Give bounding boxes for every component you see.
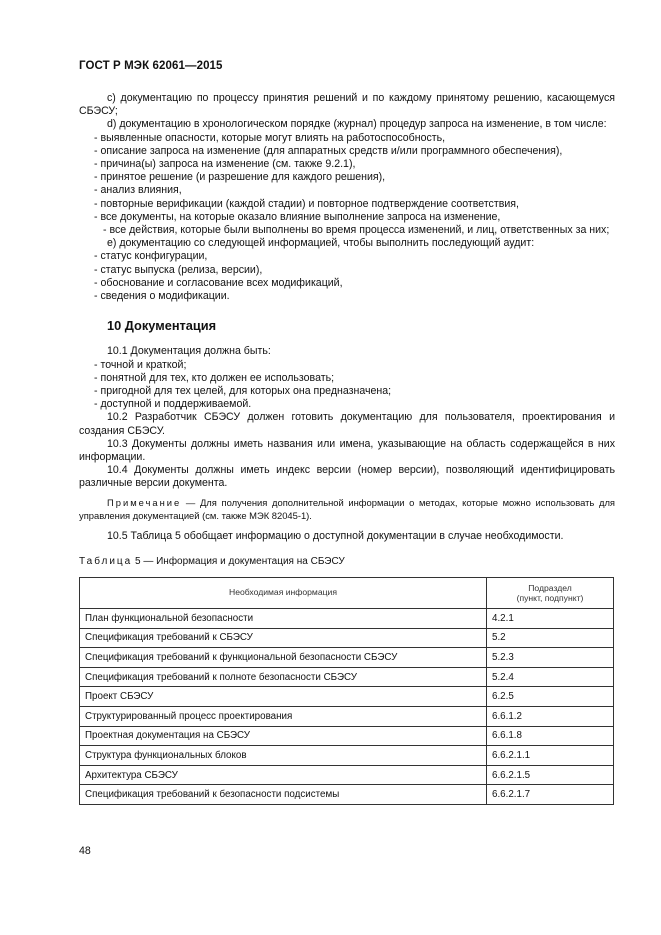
table-cell-info: Спецификация требований к безопасности подсистемы	[80, 785, 487, 805]
table-row	[80, 746, 614, 766]
list-item: - доступной и поддерживаемой.	[79, 398, 615, 411]
paragraph-10-2: 10.2 Разработчик СБЭСУ должен готовить документацию для пользователя, проектирования и создания СБЭСУ.	[79, 411, 615, 437]
table-row	[80, 785, 614, 805]
table-cell-info: Проект СБЭСУ	[80, 687, 487, 707]
table-cell-ref: 4.2.1	[487, 609, 614, 629]
table-cell-ref: 6.6.1.2	[487, 707, 614, 727]
list-item: - точной и краткой;	[79, 359, 615, 372]
table-caption	[79, 555, 615, 568]
note	[79, 496, 615, 522]
list-item: - понятной для тех, кто должен ее использовать;	[79, 372, 615, 385]
table-cell-ref: 6.2.5	[487, 687, 614, 707]
table-cell-ref: 5.2.3	[487, 648, 614, 668]
note-label: Примечание	[107, 496, 182, 508]
table-cell-info: Архитектура СБЭСУ	[80, 765, 487, 785]
list-item: - принятое решение (и разрешение для каждого решения),	[79, 171, 615, 184]
table-cell-ref: 6.6.2.1.5	[487, 765, 614, 785]
document-header: ГОСТ Р МЭК 62061—2015	[79, 60, 223, 72]
column-header-ref: Подраздел (пункт, подпункт)	[487, 578, 614, 609]
table-cell-ref: 6.6.1.8	[487, 726, 614, 746]
item-d-paragraph: d) документацию в хронологическом порядке (журнал) процедур запроса на изменение, в том числе:	[107, 118, 607, 131]
column-header-info: Необходимая информация	[80, 578, 487, 609]
item-e-paragraph: e) документацию со следующей информацией, чтобы выполнить последующий аудит:	[107, 237, 535, 250]
list-item-long: - все действия, которые были выполнены во время процесса изменений, и лиц, ответственных за них;	[103, 224, 610, 237]
list-item: - обоснование и согласование всех модификаций,	[79, 277, 615, 290]
list-item: - анализ влияния,	[79, 184, 615, 197]
list-item: - повторные верификации (каждой стадии) и повторное подтверждение соответствия,	[79, 198, 615, 211]
table-cell-ref: 6.6.2.1.1	[487, 746, 614, 766]
table-header-row	[80, 578, 614, 609]
table-row	[80, 765, 614, 785]
page-number: 48	[79, 845, 91, 857]
table-row	[80, 609, 614, 629]
list-item: - пригодной для тех целей, для которых она предназначена;	[79, 385, 615, 398]
table-row	[80, 687, 614, 707]
list-item: - причина(ы) запроса на изменение (см. также 9.2.1),	[79, 158, 615, 171]
table-cell-info: Спецификация требований к полноте безопасности СБЭСУ	[80, 667, 487, 687]
table-row	[80, 707, 614, 727]
paragraph-10-1: 10.1 Документация должна быть:	[107, 345, 271, 358]
table-cell-info: Проектная документация на СБЭСУ	[80, 726, 487, 746]
page-content	[79, 92, 615, 805]
table-row	[80, 648, 614, 668]
list-item: - сведения о модификации.	[79, 290, 615, 303]
table-row	[80, 628, 614, 648]
table-row	[80, 667, 614, 687]
section-heading: 10 Документация	[107, 318, 217, 334]
paragraph-10-3: 10.3 Документы должны иметь названия или имена, указывающие на область содержащейся в них информации.	[79, 437, 615, 464]
table-row	[80, 726, 614, 746]
table-cell-ref: 5.2.4	[487, 667, 614, 687]
table-cell-info: Структура функциональных блоков	[80, 746, 487, 766]
table-cell-info: Структурированный процесс проектирования	[80, 707, 487, 727]
item-c-paragraph: c) документацию по процессу принятия решений и по каждому принятому решению, касающемуся СБЭСУ;	[79, 92, 615, 118]
table-cell-info: Спецификация требований к СБЭСУ	[80, 628, 487, 648]
list-item: - все документы, на которые оказало влияние выполнение запроса на изменение,	[79, 211, 615, 224]
table-cell-ref: 5.2	[487, 628, 614, 648]
list-item: - выявленные опасности, которые могут влиять на работоспособность,	[79, 132, 615, 145]
table-cell-ref: 6.6.2.1.7	[487, 785, 614, 805]
list-item: - статус выпуска (релиза, версии),	[79, 264, 615, 277]
list-item: - статус конфигурации,	[79, 250, 615, 263]
paragraph-10-4: 10.4 Документы должны иметь индекс версии (номер версии), позволяющий идентифицировать различные версии документа.	[79, 464, 615, 490]
table-cell-info: План функциональной безопасности	[80, 609, 487, 629]
paragraph-10-5: 10.5 Таблица 5 обобщает информацию о доступной документации в случае необходимости.	[107, 529, 564, 542]
info-table	[79, 577, 614, 805]
table-caption-label: Таблица	[79, 555, 133, 567]
note-text: — Для получения дополнительной информации о методах, которые можно использовать для управления документацией (см. также МЭК 82045-1).	[79, 496, 615, 521]
list-item: - описание запроса на изменение (для аппаратных средств и/или программного обеспечения),	[79, 145, 615, 158]
table-caption-text: 5 — Информация и документация на СБЭСУ	[132, 555, 345, 567]
table-cell-info: Спецификация требований к функциональной безопасности СБЭСУ	[80, 648, 487, 668]
